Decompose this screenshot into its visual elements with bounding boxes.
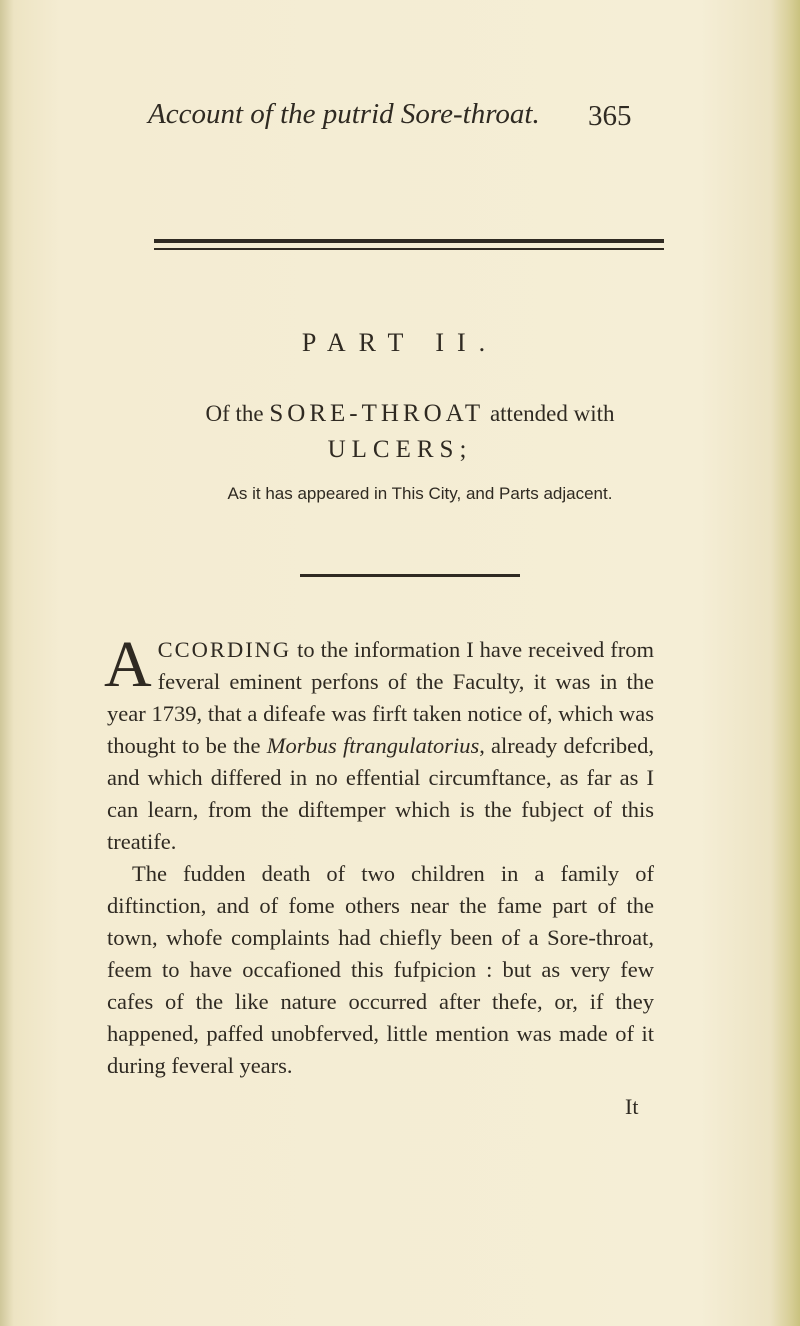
page-number: 365 [588,100,632,132]
catchword: It [625,1094,639,1119]
subtitle-line2: ULCERS; [327,436,473,463]
paragraph-1-italic: Morbus ftrangulatorius [266,733,480,758]
body-text [104,628,655,1082]
paragraph-1-text-a: to the information I have received from feveral eminent perfons of the Faculty, it was in the year 1739, that a difeafe was firft taken notice of, which was thought to be the [107,637,654,758]
header-rule-thin [154,248,664,250]
subtitle-caps: SORE-THROAT [269,400,485,427]
running-head [140,98,700,138]
subtitle-prefix: Of the [205,401,264,426]
section-rule [300,574,520,577]
running-title: Account of the putrid Sore-throat. [148,98,540,130]
header-rule-thick [154,239,664,243]
paragraph-lead: CCORDING [157,637,292,662]
location-line: As it has appeared in This City, and Parts adjacent. [227,484,613,503]
subtitle-suffix: attended with [489,401,615,426]
paragraph-1 [104,628,655,858]
paragraph-2: The fudden death of two children in a family of diftinction, and of fome others near the fame part of the town, whofe complaints had chiefly been of a Sore-throat, feem to have occafioned this fufpicion : but as very few cafes of the like nature occurred after thefe, or, if they happened, paffed unobferved, little mention was made of it during feveral years. [107,861,654,1078]
paragraph-1-text-b: , already defcribed, and which differed in no effential circumftance, as far as I can learn, from the diftemper which is the fubject of this treatife. [107,733,655,854]
part-heading: PART II. [301,328,499,357]
drop-cap: A [104,628,152,701]
section-subtitle [110,400,710,428]
